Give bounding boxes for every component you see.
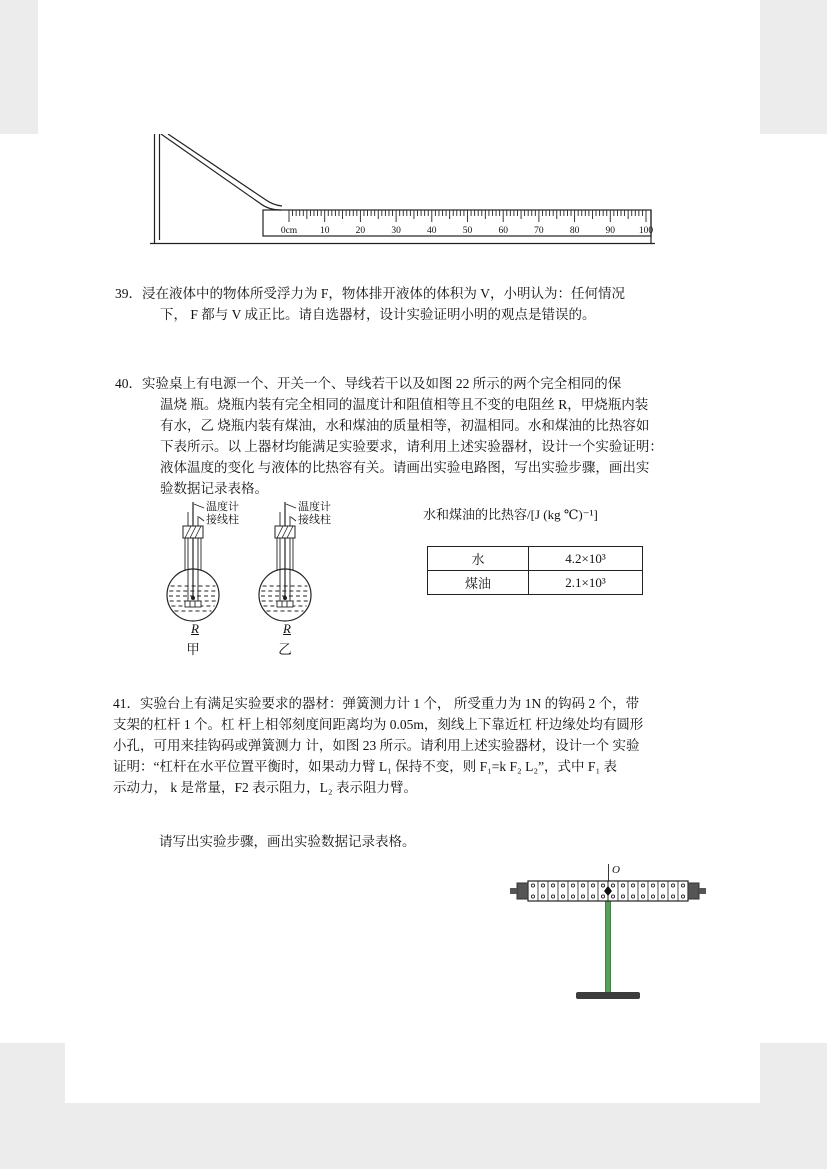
figure-ramp-ruler xyxy=(148,134,660,248)
question-40-line: 验数据记录表格。 xyxy=(160,481,268,496)
pivot-label: O xyxy=(612,864,620,876)
terminal-label: 接线柱 xyxy=(206,514,239,526)
svg-text:20: 20 xyxy=(355,226,366,236)
question-41-line: 示动力， k 是常量，F2 表示阻力，L₂ 表示阻力臂。 xyxy=(113,780,417,795)
end-clamp-right xyxy=(688,883,706,899)
lever-bar xyxy=(528,864,688,901)
terminal-label: 接线柱 xyxy=(298,514,331,526)
ruler-ticks xyxy=(289,210,646,222)
svg-text:50: 50 xyxy=(462,226,473,236)
question-40 xyxy=(115,373,715,499)
value-cell: 4.2×10³ xyxy=(529,547,643,571)
value-cell: 2.1×10³ xyxy=(529,571,643,595)
question-41-line: 小孔，可用来挂钩码或弹簧测力 计，如图 23 所示。请利用上述实验器材，设计一个 实验 xyxy=(113,738,640,753)
resistor-label: R xyxy=(283,621,291,636)
question-40-line: 40．实验桌上有电源一个、开关一个、导线若干以及如图 22 所示的两个完全相同的保 xyxy=(115,376,622,391)
end-clamp-left xyxy=(510,883,528,899)
ruler-scale-labels xyxy=(281,226,654,236)
svg-text:90: 90 xyxy=(605,226,616,236)
question-39-line: 39．浸在液体中的物体所受浮力为 F，物体排开液体的体积为 V，小明认为：任何情况 xyxy=(115,286,626,301)
table-row xyxy=(428,571,643,595)
flask-caption-yi: 乙 xyxy=(278,642,292,657)
resistor-label: R xyxy=(191,621,199,636)
flask-caption-jia: 甲 xyxy=(186,642,200,657)
svg-text:80: 80 xyxy=(569,226,580,236)
figure-22-flasks xyxy=(165,500,665,668)
svg-text:10: 10 xyxy=(319,226,330,236)
question-41-line: 证明：“杠杆在水平位置平衡时，如果动力臂 L₁ 保持不变，则 F₁=k F₂ L₂”，式中 F₁ 表 xyxy=(113,759,618,774)
question-40-line: 温烧 瓶。烧瓶内装有完全相同的温度计和阻值相等且不变的电阻丝 R，甲烧瓶内装 xyxy=(160,397,649,412)
svg-text:30: 30 xyxy=(391,226,401,236)
stand-base xyxy=(576,992,640,999)
closing-instruction: 请写出实验步骤，画出实验数据记录表格。 xyxy=(159,834,416,849)
page-margin-top-inner xyxy=(38,0,760,134)
stand-rod xyxy=(606,901,611,993)
specific-heat-table xyxy=(423,506,653,595)
svg-text:40: 40 xyxy=(427,226,437,236)
specific-heat-table-title: 水和煤油的比热容/[J (kg ℃)⁻¹] xyxy=(423,507,598,522)
svg-text:60: 60 xyxy=(498,226,508,236)
thermometer-label: 温度计 xyxy=(298,501,331,513)
question-41 xyxy=(113,693,728,798)
thermometer-label: 温度计 xyxy=(206,501,239,513)
substance-cell: 煤油 xyxy=(428,571,529,595)
svg-text:70: 70 xyxy=(534,226,544,236)
question-39-line: 下， F 都与 V 成正比。请自选器材，设计实验证明小明的观点是错误的。 xyxy=(160,307,596,322)
question-40-line: 有水，乙 烧瓶内装有煤油，水和煤油的质量相等，初温相同。水和煤油的比热容如 xyxy=(160,418,650,433)
specific-heat-values xyxy=(427,546,643,595)
table-row xyxy=(428,547,643,571)
svg-text:0cm: 0cm xyxy=(280,226,298,236)
question-40-line: 下表所示。以 上器材均能满足实验要求，请利用上述实验器材，设计一个实验证明： xyxy=(160,439,663,454)
substance-cell: 水 xyxy=(428,547,529,571)
question-39 xyxy=(115,283,715,325)
question-41-line: 支架的杠杆 1 个。杠 杆上相邻刻度间距离均为 0.05m，刻线上下靠近杠 杆边缘处均有圆形 xyxy=(113,717,644,732)
question-41-line: 41．实验台上有满足实验要求的器材：弹簧测力计 1 个， 所受重力为 1N 的钩码 2 个，带 xyxy=(113,696,640,711)
page-margin-bottom-inner xyxy=(65,1043,760,1103)
question-40-line: 液体温度的变化 与液体的比热容有关。请画出实验电路图，写出实验步骤，画出实 xyxy=(160,460,650,475)
svg-text:100: 100 xyxy=(638,226,654,236)
figure-23-lever xyxy=(505,858,710,1008)
